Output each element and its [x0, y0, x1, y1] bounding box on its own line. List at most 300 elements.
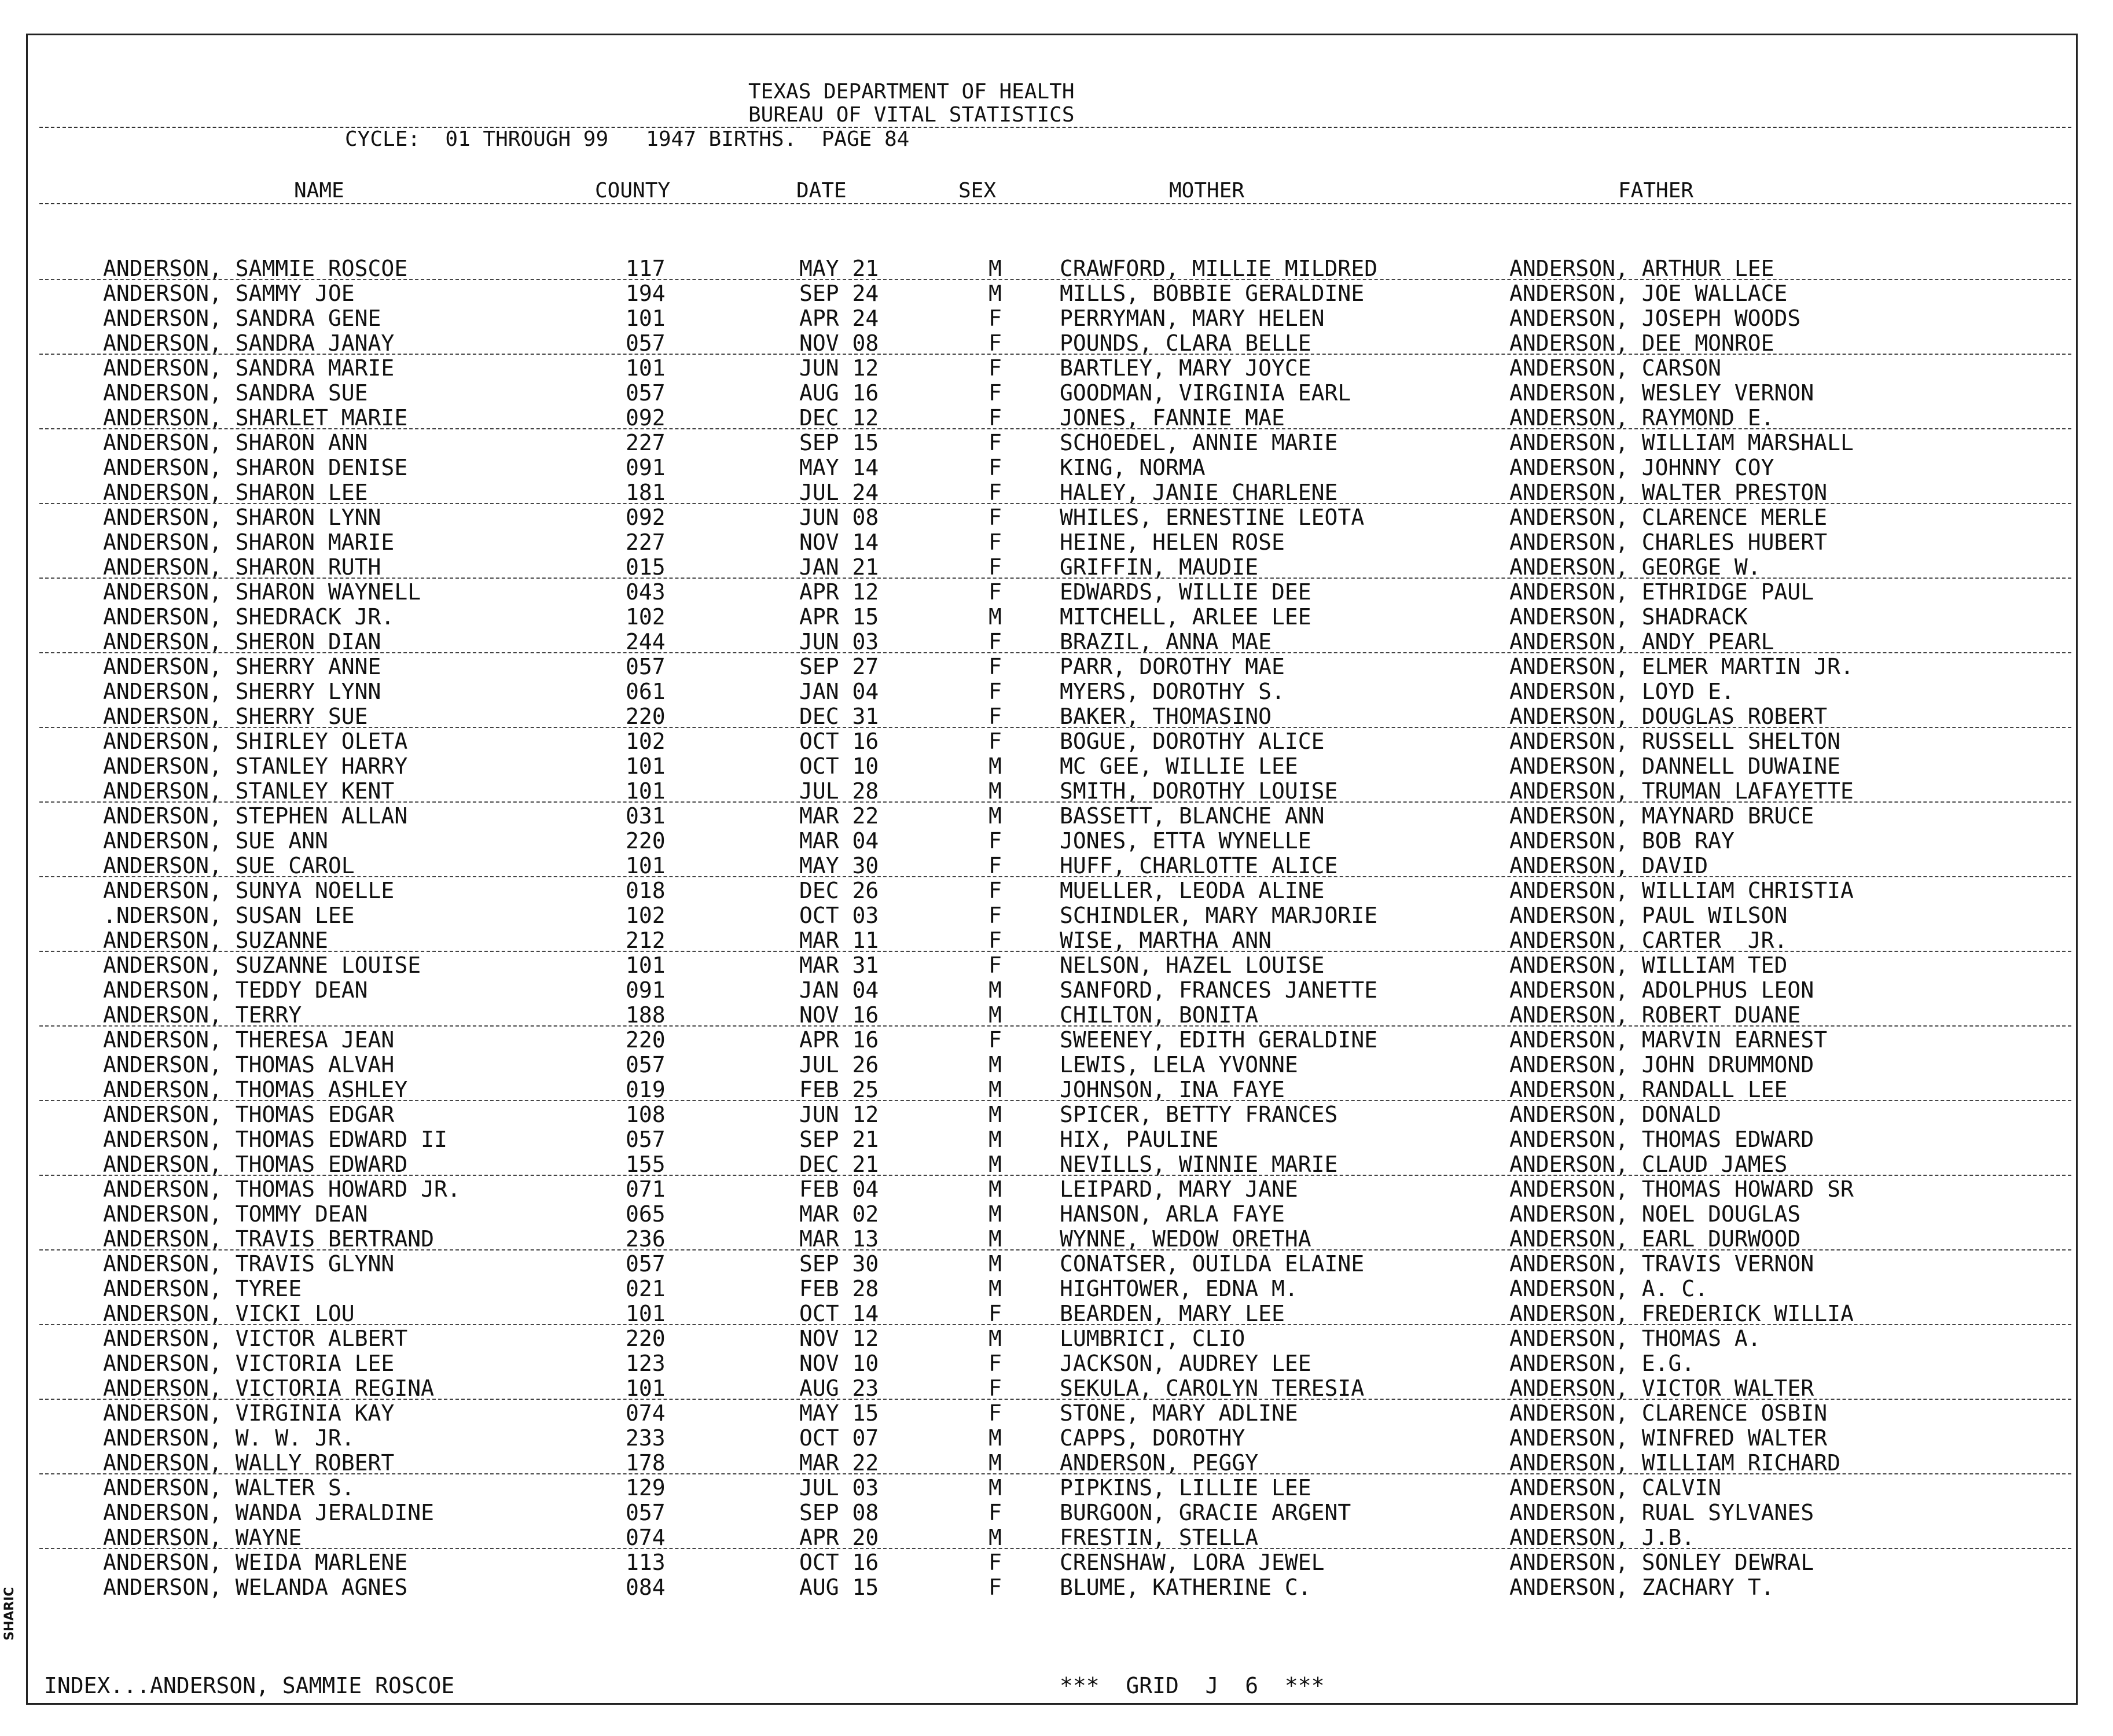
cell-mother: EDWARDS, WILLIE DEE [1060, 579, 1311, 605]
cell-mother: SANFORD, FRANCES JANETTE [1060, 977, 1378, 1003]
cell-county: 220 [626, 828, 666, 854]
column-header-county: COUNTY [595, 179, 671, 203]
cell-name: ANDERSON, SHIRLEY OLETA [103, 729, 408, 754]
cell-sex: F [988, 430, 1002, 455]
cell-sex: F [988, 629, 1002, 654]
cell-county: 244 [626, 629, 666, 654]
cell-date: MAR 13 [799, 1226, 879, 1252]
cell-sex: F [988, 330, 1002, 356]
cell-sex: M [988, 281, 1002, 306]
cell-mother: CHILTON, BONITA [1060, 1002, 1259, 1028]
cell-county: 101 [626, 778, 666, 804]
cell-mother: CAPPS, DOROTHY [1060, 1425, 1245, 1451]
cell-date: DEC 12 [799, 405, 879, 431]
cell-sex: M [988, 1525, 1002, 1550]
cell-father: ANDERSON, DAVID [1509, 853, 1708, 878]
cell-name: ANDERSON, THOMAS EDWARD II [103, 1127, 447, 1152]
cell-name: ANDERSON, VICKI LOU [103, 1301, 355, 1326]
cell-name: ANDERSON, SHARON ANN [103, 430, 368, 455]
cell-county: 065 [626, 1201, 666, 1227]
cell-father: ANDERSON, ANDY PEARL [1509, 629, 1774, 654]
table-row [28, 505, 2076, 530]
table-row [28, 431, 2076, 455]
cell-father: ANDERSON, RUAL SYLVANES [1509, 1500, 1814, 1525]
cell-county: 188 [626, 1002, 666, 1028]
cell-name: ANDERSON, SHARON MARIE [103, 529, 395, 555]
cell-father: ANDERSON, DANNELL DUWAINE [1509, 753, 1840, 779]
cell-date: DEC 21 [799, 1152, 879, 1177]
cell-sex: M [988, 1102, 1002, 1127]
cell-county: 057 [626, 654, 666, 679]
cell-mother: BLUME, KATHERINE C. [1060, 1575, 1311, 1600]
cell-mother: HALEY, JANIE CHARLENE [1060, 480, 1338, 505]
cell-mother: WHILES, ERNESTINE LEOTA [1060, 505, 1365, 530]
cell-name: ANDERSON, SAMMIE ROSCOE [103, 256, 408, 281]
cell-sex: F [988, 306, 1002, 331]
cell-date: JUL 03 [799, 1475, 879, 1500]
table-row [28, 1301, 2076, 1326]
cell-mother: BAKER, THOMASINO [1060, 704, 1272, 729]
cell-father: ANDERSON, WILLIAM MARSHALL [1509, 430, 1854, 455]
cell-date: MAR 31 [799, 952, 879, 978]
table-row [28, 1525, 2076, 1550]
cell-county: 101 [626, 753, 666, 779]
cell-date: JUL 24 [799, 480, 879, 505]
cell-date: MAY 15 [799, 1400, 879, 1426]
cell-mother: LEIPARD, MARY JANE [1060, 1176, 1298, 1202]
cell-father: ANDERSON, GEORGE W. [1509, 554, 1761, 580]
cell-sex: F [988, 1351, 1002, 1376]
cell-father: ANDERSON, TRAVIS VERNON [1509, 1251, 1814, 1277]
cell-county: 074 [626, 1525, 666, 1550]
cell-name: ANDERSON, TEDDY DEAN [103, 977, 368, 1003]
cell-county: 117 [626, 256, 666, 281]
index-line: INDEX...ANDERSON, SAMMIE ROSCOE [44, 1673, 455, 1698]
cell-sex: M [988, 1450, 1002, 1476]
cell-name: ANDERSON, SUE ANN [103, 828, 328, 854]
cell-date: MAR 04 [799, 828, 879, 854]
cell-county: 102 [626, 604, 666, 630]
cell-mother: HEINE, HELEN ROSE [1060, 529, 1285, 555]
cell-father: ANDERSON, SHADRACK [1509, 604, 1748, 630]
table-row [28, 878, 2076, 903]
cell-mother: LEWIS, LELA YVONNE [1060, 1052, 1298, 1077]
cell-county: 074 [626, 1400, 666, 1426]
cell-sex: F [988, 380, 1002, 406]
cell-mother: MUELLER, LEODA ALINE [1060, 878, 1325, 903]
cell-date: NOV 10 [799, 1351, 879, 1376]
cell-sex: F [988, 828, 1002, 854]
table-row [28, 1500, 2076, 1525]
cell-sex: M [988, 1176, 1002, 1202]
cell-county: 102 [626, 729, 666, 754]
cell-sex: F [988, 1575, 1002, 1600]
cell-date: OCT 16 [799, 729, 879, 754]
cell-father: ANDERSON, RUSSELL SHELTON [1509, 729, 1840, 754]
cell-sex: F [988, 654, 1002, 679]
cell-county: 091 [626, 455, 666, 480]
cell-mother: KING, NORMA [1060, 455, 1206, 480]
cell-mother: SPICER, BETTY FRANCES [1060, 1102, 1338, 1127]
cell-date: APR 12 [799, 579, 879, 605]
cell-father: ANDERSON, DOUGLAS ROBERT [1509, 704, 1828, 729]
cell-county: 031 [626, 803, 666, 829]
cell-sex: F [988, 505, 1002, 530]
agency-title: TEXAS DEPARTMENT OF HEALTH [748, 80, 1075, 104]
cell-county: 057 [626, 1251, 666, 1277]
cell-mother: HIGHTOWER, EDNA M. [1060, 1276, 1298, 1301]
cell-name: ANDERSON, TRAVIS GLYNN [103, 1251, 395, 1277]
cell-sex: M [988, 1326, 1002, 1351]
cell-sex: F [988, 679, 1002, 704]
cell-sex: F [988, 480, 1002, 505]
cell-date: NOV 08 [799, 330, 879, 356]
cell-name: ANDERSON, SAMMY JOE [103, 281, 355, 306]
cell-mother: STONE, MARY ADLINE [1060, 1400, 1298, 1426]
cell-mother: GOODMAN, VIRGINIA EARL [1060, 380, 1351, 406]
cell-name: ANDERSON, WALLY ROBERT [103, 1450, 395, 1476]
cell-name: ANDERSON, THOMAS EDGAR [103, 1102, 395, 1127]
cell-date: APR 24 [799, 306, 879, 331]
cell-name: ANDERSON, VICTORIA REGINA [103, 1375, 434, 1401]
cell-sex: M [988, 1425, 1002, 1451]
cell-mother: WYNNE, WEDOW ORETHA [1060, 1226, 1311, 1252]
table-row [28, 455, 2076, 480]
cell-date: MAY 14 [799, 455, 879, 480]
table-row [28, 406, 2076, 431]
cell-name: ANDERSON, SHERRY LYNN [103, 679, 381, 704]
cell-county: 220 [626, 1027, 666, 1053]
cell-county: 220 [626, 1326, 666, 1351]
cell-date: APR 16 [799, 1027, 879, 1053]
cell-father: ANDERSON, THOMAS EDWARD [1509, 1127, 1814, 1152]
table-row [28, 1127, 2076, 1152]
table-row [28, 1028, 2076, 1053]
table-row [28, 1053, 2076, 1077]
cell-county: 101 [626, 355, 666, 381]
table-row [28, 804, 2076, 829]
cell-name: ANDERSON, THERESA JEAN [103, 1027, 395, 1053]
cell-sex: F [988, 903, 1002, 928]
cell-father: ANDERSON, THOMAS A. [1509, 1326, 1761, 1351]
cell-county: 057 [626, 380, 666, 406]
table-row [28, 928, 2076, 953]
cell-date: JAN 21 [799, 554, 879, 580]
cell-father: ANDERSON, JOHNNY COY [1509, 455, 1774, 480]
cell-mother: CRENSHAW, LORA JEWEL [1060, 1550, 1325, 1575]
cell-name: ANDERSON, THOMAS HOWARD JR. [103, 1176, 461, 1202]
table-row [28, 1177, 2076, 1202]
cell-name: ANDERSON, SANDRA MARIE [103, 355, 395, 381]
cell-name: ANDERSON, SHEDRACK JR. [103, 604, 395, 630]
cell-county: 015 [626, 554, 666, 580]
column-header-mother: MOTHER [1169, 179, 1245, 203]
cell-mother: MILLS, BOBBIE GERALDINE [1060, 281, 1365, 306]
table-row [28, 754, 2076, 779]
cell-date: DEC 26 [799, 878, 879, 903]
cell-county: 227 [626, 529, 666, 555]
cell-county: 018 [626, 878, 666, 903]
cell-father: ANDERSON, CALVIN [1509, 1475, 1722, 1500]
cell-sex: M [988, 256, 1002, 281]
cell-mother: MYERS, DOROTHY S. [1060, 679, 1285, 704]
cell-mother: JONES, FANNIE MAE [1060, 405, 1285, 431]
cell-sex: F [988, 878, 1002, 903]
cell-county: 091 [626, 977, 666, 1003]
cell-county: 071 [626, 1176, 666, 1202]
cell-mother: MC GEE, WILLIE LEE [1060, 753, 1298, 779]
table-row [28, 1426, 2076, 1451]
cell-father: ANDERSON, WINFRED WALTER [1509, 1425, 1828, 1451]
cell-date: SEP 27 [799, 654, 879, 679]
cell-date: JUN 12 [799, 355, 879, 381]
table-row [28, 1227, 2076, 1252]
cell-county: 194 [626, 281, 666, 306]
table-row [28, 580, 2076, 605]
cell-father: ANDERSON, JOE WALLACE [1509, 281, 1788, 306]
cell-father: ANDERSON, RANDALL LEE [1509, 1077, 1788, 1102]
cell-mother: BRAZIL, ANNA MAE [1060, 629, 1272, 654]
table-row [28, 630, 2076, 654]
cell-father: ANDERSON, WESLEY VERNON [1509, 380, 1814, 406]
table-row [28, 654, 2076, 679]
table-row [28, 1102, 2076, 1127]
table-row [28, 1376, 2076, 1401]
cell-name: ANDERSON, SUNYA NOELLE [103, 878, 395, 903]
cell-county: 057 [626, 1127, 666, 1152]
table-row [28, 281, 2076, 306]
cell-mother: ANDERSON, PEGGY [1060, 1450, 1259, 1476]
cell-sex: M [988, 1127, 1002, 1152]
cell-date: NOV 14 [799, 529, 879, 555]
cell-father: ANDERSON, VICTOR WALTER [1509, 1375, 1814, 1401]
cell-name: ANDERSON, WALTER S. [103, 1475, 355, 1500]
cell-sex: M [988, 778, 1002, 804]
cell-father: ANDERSON, CARSON [1509, 355, 1722, 381]
cell-county: 061 [626, 679, 666, 704]
cell-date: SEP 21 [799, 1127, 879, 1152]
cell-date: SEP 30 [799, 1251, 879, 1277]
cell-date: OCT 07 [799, 1425, 879, 1451]
table-row [28, 381, 2076, 406]
cell-mother: SEKULA, CAROLYN TERESIA [1060, 1375, 1365, 1401]
side-mark: SHARIC [2, 1587, 17, 1641]
cell-county: 108 [626, 1102, 666, 1127]
cell-date: MAY 21 [799, 256, 879, 281]
cell-mother: HANSON, ARLA FAYE [1060, 1201, 1285, 1227]
cell-mother: PIPKINS, LILLIE LEE [1060, 1475, 1311, 1500]
cell-name: ANDERSON, SHARLET MARIE [103, 405, 408, 431]
cell-mother: CONATSER, OUILDA ELAINE [1060, 1251, 1365, 1277]
cell-mother: MITCHELL, ARLEE LEE [1060, 604, 1311, 630]
cell-county: 178 [626, 1450, 666, 1476]
bureau-title: BUREAU OF VITAL STATISTICS [748, 103, 1075, 127]
cell-sex: F [988, 1027, 1002, 1053]
cell-county: 155 [626, 1152, 666, 1177]
cell-father: ANDERSON, ROBERT DUANE [1509, 1002, 1801, 1028]
cell-date: AUG 15 [799, 1575, 879, 1600]
cell-date: NOV 12 [799, 1326, 879, 1351]
column-header-sex: SEX [958, 179, 997, 203]
cell-date: MAR 22 [799, 1450, 879, 1476]
cell-county: 057 [626, 1500, 666, 1525]
cell-county: 233 [626, 1425, 666, 1451]
cell-mother: SWEENEY, EDITH GERALDINE [1060, 1027, 1378, 1053]
cell-sex: F [988, 1301, 1002, 1326]
cell-sex: F [988, 405, 1002, 431]
cell-name: ANDERSON, WAYNE [103, 1525, 302, 1550]
cell-date: NOV 16 [799, 1002, 879, 1028]
cell-county: 220 [626, 704, 666, 729]
cell-sex: F [988, 704, 1002, 729]
cell-sex: F [988, 928, 1002, 953]
cell-father: ANDERSON, CLARENCE OSBIN [1509, 1400, 1828, 1426]
cell-county: 227 [626, 430, 666, 455]
cell-mother: POUNDS, CLARA BELLE [1060, 330, 1311, 356]
cell-father: ANDERSON, J.B. [1509, 1525, 1695, 1550]
cell-name: ANDERSON, W. W. JR. [103, 1425, 355, 1451]
cell-father: ANDERSON, MAYNARD BRUCE [1509, 803, 1814, 829]
cell-father: ANDERSON, ZACHARY T. [1509, 1575, 1774, 1600]
cell-mother: WISE, MARTHA ANN [1060, 928, 1272, 953]
cell-mother: SCHOEDEL, ANNIE MARIE [1060, 430, 1338, 455]
cell-mother: JONES, ETTA WYNELLE [1060, 828, 1311, 854]
cell-date: JUN 03 [799, 629, 879, 654]
cell-father: ANDERSON, LOYD E. [1509, 679, 1735, 704]
cell-date: APR 15 [799, 604, 879, 630]
cell-date: AUG 16 [799, 380, 879, 406]
table-row [28, 829, 2076, 854]
cycle-line: CYCLE: 01 THROUGH 99 1947 BIRTHS. PAGE 84 [345, 127, 910, 151]
table-row [28, 1451, 2076, 1476]
cell-name: ANDERSON, VICTORIA LEE [103, 1351, 395, 1376]
cell-date: FEB 04 [799, 1176, 879, 1202]
cell-county: 101 [626, 853, 666, 878]
table-row [28, 1326, 2076, 1351]
cell-sex: M [988, 753, 1002, 779]
records-table [28, 35, 2076, 1703]
cell-date: JAN 04 [799, 679, 879, 704]
cell-name: ANDERSON, WELANDA AGNES [103, 1575, 408, 1600]
cell-father: ANDERSON, JOSEPH WOODS [1509, 306, 1801, 331]
cell-county: 057 [626, 1052, 666, 1077]
cell-date: OCT 03 [799, 903, 879, 928]
table-row [28, 530, 2076, 555]
cell-name: ANDERSON, SHARON RUTH [103, 554, 381, 580]
cell-name: ANDERSON, SUZANNE [103, 928, 328, 953]
cell-sex: F [988, 1500, 1002, 1525]
cell-mother: HIX, PAULINE [1060, 1127, 1219, 1152]
cell-name: ANDERSON, SANDRA SUE [103, 380, 368, 406]
cell-father: ANDERSON, ETHRIDGE PAUL [1509, 579, 1814, 605]
table-row [28, 1550, 2076, 1575]
cell-mother: PERRYMAN, MARY HELEN [1060, 306, 1325, 331]
cell-father: ANDERSON, ADOLPHUS LEON [1509, 977, 1814, 1003]
cell-date: JUN 08 [799, 505, 879, 530]
table-row [28, 1351, 2076, 1376]
cell-father: ANDERSON, DEE MONROE [1509, 330, 1774, 356]
cell-date: AUG 23 [799, 1375, 879, 1401]
cell-name: ANDERSON, TERRY [103, 1002, 302, 1028]
cell-name: ANDERSON, TOMMY DEAN [103, 1201, 368, 1227]
cell-mother: SCHINDLER, MARY MARJORIE [1060, 903, 1378, 928]
cell-sex: F [988, 1400, 1002, 1426]
cell-date: OCT 14 [799, 1301, 879, 1326]
cell-date: SEP 24 [799, 281, 879, 306]
cell-name: ANDERSON, TRAVIS BERTRAND [103, 1226, 434, 1252]
cell-mother: PARR, DOROTHY MAE [1060, 654, 1285, 679]
cell-name: ANDERSON, SHARON DENISE [103, 455, 408, 480]
cell-sex: M [988, 1152, 1002, 1177]
cell-county: 113 [626, 1550, 666, 1575]
cell-county: 129 [626, 1475, 666, 1500]
cell-sex: M [988, 1002, 1002, 1028]
cell-father: ANDERSON, BOB RAY [1509, 828, 1735, 854]
cell-date: OCT 10 [799, 753, 879, 779]
cell-mother: HUFF, CHARLOTTE ALICE [1060, 853, 1338, 878]
cell-sex: M [988, 977, 1002, 1003]
cell-name: ANDERSON, STANLEY KENT [103, 778, 395, 804]
cell-date: MAY 30 [799, 853, 879, 878]
cell-date: SEP 08 [799, 1500, 879, 1525]
table-row [28, 356, 2076, 381]
cell-date: MAR 22 [799, 803, 879, 829]
cell-sex: M [988, 1251, 1002, 1277]
cell-sex: M [988, 1226, 1002, 1252]
cell-date: FEB 28 [799, 1276, 879, 1301]
cell-name: ANDERSON, SHARON LEE [103, 480, 368, 505]
table-row [28, 704, 2076, 729]
cell-sex: M [988, 1077, 1002, 1102]
table-row [28, 1077, 2076, 1102]
cell-father: ANDERSON, WILLIAM TED [1509, 952, 1788, 978]
cell-county: 101 [626, 306, 666, 331]
cell-county: 102 [626, 903, 666, 928]
cell-name: ANDERSON, THOMAS ALVAH [103, 1052, 395, 1077]
cell-father: ANDERSON, CARTER JR. [1509, 928, 1788, 953]
cell-father: ANDERSON, JOHN DRUMMOND [1509, 1052, 1814, 1077]
table-row [28, 1003, 2076, 1028]
cell-date: JUL 26 [799, 1052, 879, 1077]
cell-name: ANDERSON, STANLEY HARRY [103, 753, 408, 779]
cell-name: ANDERSON, STEPHEN ALLAN [103, 803, 408, 829]
cell-sex: F [988, 729, 1002, 754]
cell-father: ANDERSON, NOEL DOUGLAS [1509, 1201, 1801, 1227]
cell-date: JUL 28 [799, 778, 879, 804]
cell-county: 092 [626, 505, 666, 530]
cell-county: 181 [626, 480, 666, 505]
column-header-name: NAME [294, 179, 344, 203]
table-row [28, 1575, 2076, 1600]
cell-name: ANDERSON, SHARON LYNN [103, 505, 381, 530]
cell-mother: NELSON, HAZEL LOUISE [1060, 952, 1325, 978]
cell-county: 092 [626, 405, 666, 431]
cell-sex: M [988, 1475, 1002, 1500]
cell-sex: M [988, 803, 1002, 829]
cell-father: ANDERSON, CLAUD JAMES [1509, 1152, 1788, 1177]
cell-name: ANDERSON, THOMAS ASHLEY [103, 1077, 408, 1102]
cell-sex: F [988, 1375, 1002, 1401]
cell-father: ANDERSON, MARVIN EARNEST [1509, 1027, 1828, 1053]
cell-father: ANDERSON, A. C. [1509, 1276, 1708, 1301]
cell-name: ANDERSON, SHERON DIAN [103, 629, 381, 654]
cell-name: ANDERSON, VICTOR ALBERT [103, 1326, 408, 1351]
table-row [28, 1277, 2076, 1301]
cell-name: ANDERSON, SUZANNE LOUISE [103, 952, 421, 978]
column-header-father: FATHER [1618, 179, 1694, 203]
cell-father: ANDERSON, THOMAS HOWARD SR [1509, 1176, 1854, 1202]
cell-name: .NDERSON, SUSAN LEE [103, 903, 355, 928]
